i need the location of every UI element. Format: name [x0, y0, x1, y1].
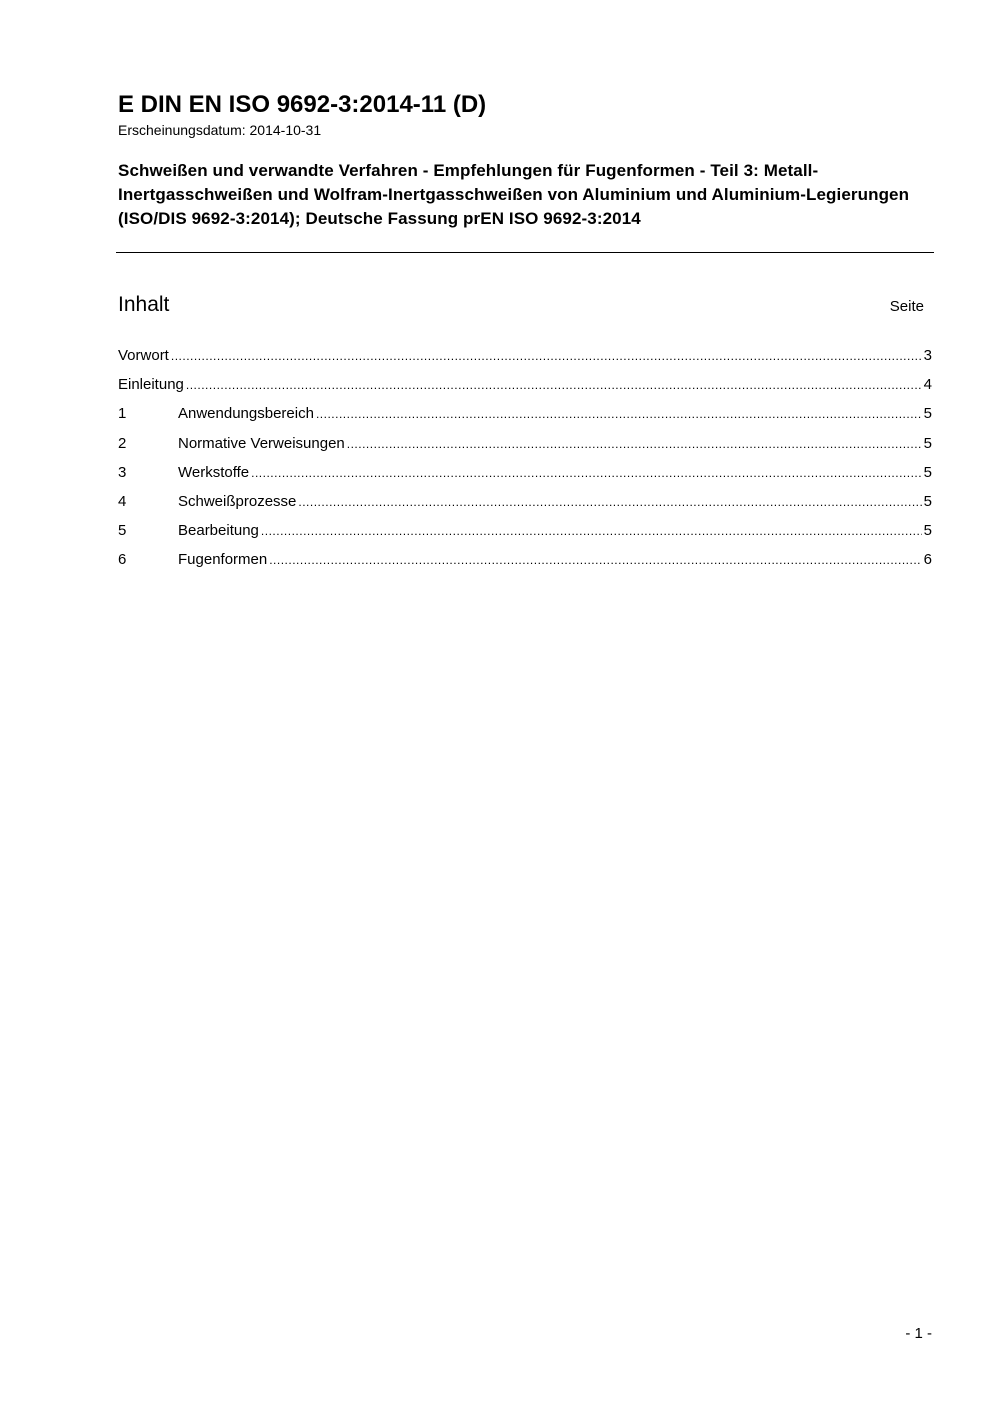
- toc-entry-3[interactable]: [118, 463, 932, 492]
- toc-entry-page: 5: [923, 463, 932, 481]
- toc-entry-number: 4: [118, 492, 127, 510]
- toc-leader-dots: [186, 375, 922, 395]
- document-id: E DIN EN ISO 9692-3:2014-11 (D): [118, 91, 487, 118]
- toc-entry-6[interactable]: [118, 550, 932, 579]
- toc-entry-number: 1: [118, 405, 127, 423]
- toc-entry-page: 5: [923, 405, 932, 423]
- toc-entry-title: Normative Verweisungen: [178, 434, 345, 452]
- toc-entry-page: 6: [923, 551, 932, 569]
- document-title: Schweißen und verwandte Verfahren - Empfehlungen für Fugenformen - Teil 3: Metall-Inertgasschweißen und Wolfram-Inertgasschweißen von Aluminium und Aluminium-Legierungen (ISO/DIS 9692-3:2014); Deutsche Fassung prEN ISO 9692-3:2014: [118, 161, 910, 228]
- toc-entry-einleitung[interactable]: [118, 375, 932, 404]
- toc-page-column-label: Seite: [889, 298, 924, 315]
- toc-entry-page: 5: [923, 492, 932, 510]
- toc-entry-2[interactable]: [118, 434, 932, 463]
- toc-leader-dots: [347, 434, 922, 454]
- toc-heading: Inhalt: [118, 293, 170, 316]
- toc-entry-title: Fugenformen: [178, 551, 268, 569]
- toc-entry-number: 2: [118, 434, 127, 452]
- toc-entry-number: 5: [118, 522, 127, 540]
- toc-entry-4[interactable]: [118, 492, 932, 521]
- toc-entry-5[interactable]: [118, 521, 932, 550]
- toc-entry-1[interactable]: [118, 404, 932, 433]
- toc-entry-page: 5: [923, 522, 932, 540]
- toc-leader-dots: [269, 550, 921, 570]
- toc-leader-dots: [171, 346, 922, 366]
- toc-entry-title: Schweißprozesse: [178, 492, 297, 510]
- toc-leader-dots: [261, 521, 922, 541]
- toc-leader-dots: [251, 463, 922, 483]
- toc-entry-title: Bearbeitung: [178, 522, 259, 540]
- toc-entry-title: Anwendungsbereich: [178, 405, 314, 423]
- toc-entry-page: 3: [923, 347, 932, 364]
- title-divider: [116, 252, 934, 253]
- toc-entry-page: 4: [923, 376, 932, 394]
- toc-entry-title: Einleitung: [118, 376, 184, 394]
- publication-date: Erscheinungsdatum: 2014-10-31: [118, 122, 322, 138]
- toc-entry-title: Werkstoffe: [178, 463, 250, 481]
- toc-leader-dots: [298, 492, 921, 512]
- toc-entry-number: 6: [118, 551, 127, 569]
- toc-entry-title: Vorwort: [118, 347, 169, 364]
- page-number: - 1 -: [905, 1325, 932, 1342]
- toc-entry-number: 3: [118, 463, 127, 481]
- toc-leader-dots: [316, 404, 922, 424]
- toc-entry-vorwort[interactable]: [118, 346, 932, 375]
- toc-entry-page: 5: [923, 434, 932, 452]
- table-of-contents: [118, 346, 932, 580]
